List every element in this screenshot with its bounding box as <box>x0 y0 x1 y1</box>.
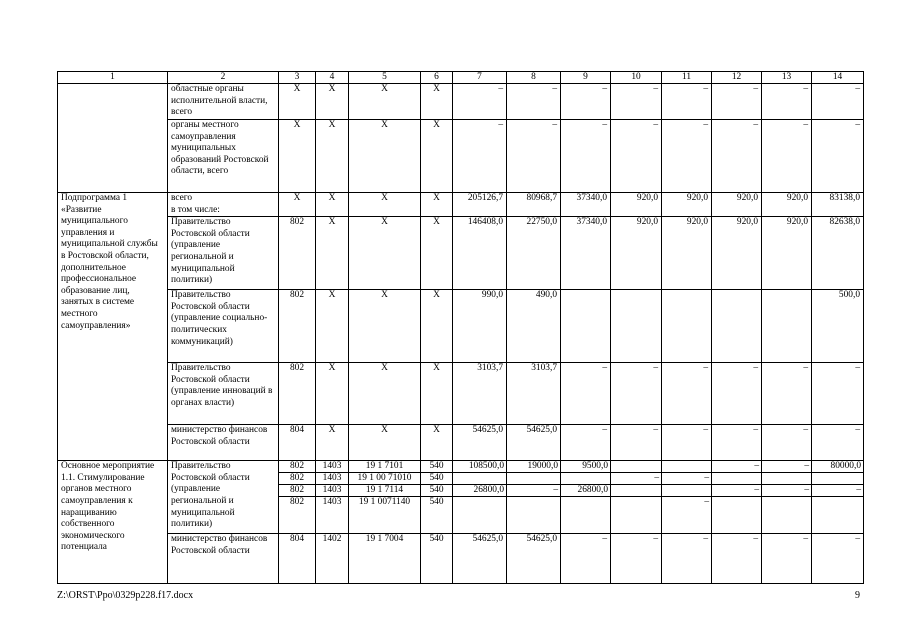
sub-line <box>349 473 420 485</box>
sub-line-value: 1403 <box>316 485 348 497</box>
sub-line-table <box>712 461 761 508</box>
sub-line <box>316 473 348 485</box>
multi-value-cell <box>762 461 812 534</box>
value-cell: – <box>611 534 662 584</box>
value-cell: 19 1 7004 <box>349 534 421 584</box>
sub-line <box>611 461 661 473</box>
sub-line-value: 802 <box>279 485 315 497</box>
sub-line-table <box>507 461 560 508</box>
row-label-cell: министерство финансов Ростовской области <box>168 534 279 584</box>
sub-line <box>712 497 761 509</box>
value-cell <box>762 290 812 363</box>
sub-line-value: 9500,0 <box>561 461 610 473</box>
sub-line-value <box>762 473 811 485</box>
value-cell: – <box>662 120 712 193</box>
value-cell: 802 <box>279 290 316 363</box>
value-cell: – <box>812 425 864 461</box>
sub-line-value <box>762 497 811 509</box>
sub-line <box>712 473 761 485</box>
value-cell: 920,0 <box>762 193 812 217</box>
header-cell: 13 <box>762 72 812 84</box>
value-cell: 54625,0 <box>453 425 507 461</box>
value-cell: 1402 <box>316 534 349 584</box>
value-cell: – <box>812 120 864 193</box>
sub-line-value <box>712 497 761 509</box>
value-cell: Х <box>316 120 349 193</box>
value-cell: – <box>507 84 561 120</box>
header-cell: 3 <box>279 72 316 84</box>
value-cell: Х <box>316 217 349 290</box>
row-label: органы местного самоуправления муниципальных образований Ростовской области, всего <box>171 120 269 177</box>
value-cell <box>662 290 712 363</box>
sub-line-table <box>561 461 610 508</box>
sub-line-value: – <box>662 473 711 485</box>
sub-line <box>762 461 811 473</box>
sub-line <box>662 485 711 497</box>
sub-line <box>316 497 348 509</box>
value-cell: – <box>762 534 812 584</box>
sub-line-value: – <box>712 485 761 497</box>
value-cell: Х <box>279 193 316 217</box>
table-row <box>58 217 864 290</box>
value-cell: – <box>561 363 611 425</box>
value-cell: Х <box>349 217 421 290</box>
table-row <box>58 120 864 193</box>
value-cell: 920,0 <box>662 193 712 217</box>
multi-value-cell <box>316 461 349 534</box>
value-cell: – <box>662 425 712 461</box>
sub-line-table <box>279 461 315 508</box>
value-cell: – <box>712 425 762 461</box>
value-cell: – <box>762 120 812 193</box>
value-cell: 3103,7 <box>453 363 507 425</box>
value-cell: – <box>662 534 712 584</box>
row-label-cell <box>168 217 279 290</box>
value-cell: 54625,0 <box>507 425 561 461</box>
sub-line <box>421 473 452 485</box>
value-cell: – <box>611 363 662 425</box>
sub-line-value: 108500,0 <box>453 461 506 473</box>
header-cell: 10 <box>611 72 662 84</box>
sub-line <box>561 461 610 473</box>
row-label-cell <box>168 290 279 363</box>
value-cell: Х <box>316 84 349 120</box>
value-cell: 802 <box>279 217 316 290</box>
value-cell: – <box>611 120 662 193</box>
sub-line <box>279 485 315 497</box>
sub-line <box>812 473 863 485</box>
value-cell: – <box>662 363 712 425</box>
sub-line-value: 19 1 00 71010 <box>349 473 420 485</box>
value-cell: – <box>712 120 762 193</box>
value-cell: 37340,0 <box>561 217 611 290</box>
value-cell: 80968,7 <box>507 193 561 217</box>
value-cell: 802 <box>279 363 316 425</box>
header-row <box>58 72 864 84</box>
value-cell: Х <box>349 193 421 217</box>
sub-line <box>421 485 452 497</box>
sub-line <box>507 473 560 485</box>
sub-line <box>561 485 610 497</box>
value-cell: 146408,0 <box>453 217 507 290</box>
row-label-note: в том числе: <box>171 204 220 215</box>
value-cell: 804 <box>279 425 316 461</box>
value-cell: – <box>662 84 712 120</box>
sub-line-value <box>662 485 711 497</box>
sub-line-value: 19 1 0071140 <box>358 497 411 508</box>
multi-value-cell <box>812 461 864 534</box>
value-cell: 54625,0 <box>507 534 561 584</box>
value-cell: 920,0 <box>712 193 762 217</box>
header-cell: 11 <box>662 72 712 84</box>
row-label-cell <box>168 120 279 193</box>
sub-line-value <box>453 497 506 509</box>
sub-line <box>421 497 452 509</box>
sub-line-value: 802 <box>289 497 305 508</box>
multi-value-cell <box>712 461 762 534</box>
sub-line <box>812 485 863 497</box>
table-row <box>58 290 864 363</box>
sub-line-value <box>611 485 661 497</box>
value-cell: 500,0 <box>812 290 864 363</box>
value-cell: 920,0 <box>611 217 662 290</box>
sub-line-table <box>453 461 506 508</box>
sub-line <box>611 485 661 497</box>
sub-line <box>349 497 420 509</box>
value-cell: 22750,0 <box>507 217 561 290</box>
multi-value-cell <box>421 461 453 534</box>
row-label: Правительство Ростовской области (управление региональной и муниципальной политики) <box>171 217 250 286</box>
sub-line-value <box>611 461 661 473</box>
sub-line-value: – <box>611 473 661 485</box>
value-cell: Х <box>316 193 349 217</box>
sub-line <box>421 461 452 473</box>
value-cell: 920,0 <box>662 217 712 290</box>
value-cell: 83138,0 <box>812 193 864 217</box>
sub-line-value <box>453 473 506 485</box>
multi-value-cell <box>507 461 561 534</box>
value-cell: Х <box>421 84 453 120</box>
multi-value-cell <box>279 461 316 534</box>
value-cell: – <box>561 84 611 120</box>
value-cell: – <box>762 425 812 461</box>
sub-line <box>561 497 610 509</box>
value-cell: 920,0 <box>712 217 762 290</box>
value-cell: Х <box>349 84 421 120</box>
sub-line <box>611 497 661 509</box>
value-cell: Х <box>349 120 421 193</box>
value-cell: – <box>453 120 507 193</box>
sub-line <box>561 473 610 485</box>
sub-line <box>316 485 348 497</box>
header-cell: 9 <box>561 72 611 84</box>
header-cell: 4 <box>316 72 349 84</box>
table-row <box>58 84 864 120</box>
sub-line <box>812 461 863 473</box>
value-cell: – <box>507 120 561 193</box>
value-cell: Х <box>349 290 421 363</box>
value-cell: Х <box>349 425 421 461</box>
header-cell: 1 <box>58 72 168 84</box>
footer-page-number: 9 <box>855 590 860 601</box>
value-cell <box>561 290 611 363</box>
value-cell: 804 <box>279 534 316 584</box>
value-cell: Х <box>421 425 453 461</box>
value-cell: 920,0 <box>762 217 812 290</box>
empty-program-cell <box>58 84 168 193</box>
row-label: Правительство Ростовской области (управление инноваций в органах власти) <box>171 363 273 408</box>
multi-value-cell <box>662 461 712 534</box>
sub-line-table <box>349 461 420 508</box>
sub-line <box>349 461 420 473</box>
sub-line <box>762 497 811 509</box>
table-row <box>58 425 864 461</box>
sub-line-value <box>507 497 560 509</box>
sub-line-value <box>507 473 560 485</box>
value-cell: 990,0 <box>453 290 507 363</box>
sub-line <box>712 485 761 497</box>
header-cell: 8 <box>507 72 561 84</box>
sub-line-value: 1403 <box>316 473 348 485</box>
sub-line-table <box>421 461 452 508</box>
sub-line <box>507 497 560 509</box>
value-cell: 82638,0 <box>812 217 864 290</box>
budget-table <box>57 71 864 584</box>
value-cell: Х <box>421 363 453 425</box>
multi-value-cell <box>453 461 507 534</box>
value-cell: – <box>611 425 662 461</box>
sub-line-value: – <box>704 497 709 508</box>
value-cell: – <box>812 84 864 120</box>
value-cell: Х <box>316 363 349 425</box>
value-cell: 54625,0 <box>453 534 507 584</box>
value-cell: 37340,0 <box>561 193 611 217</box>
sub-line-value: 19 1 7114 <box>349 485 420 497</box>
sub-line <box>712 461 761 473</box>
value-cell: Х <box>316 425 349 461</box>
value-cell: Х <box>279 120 316 193</box>
sub-line-value: – <box>762 485 811 497</box>
sub-line <box>611 473 661 485</box>
multi-value-cell <box>611 461 662 534</box>
sub-line <box>812 497 863 509</box>
row-label-cell <box>168 84 279 120</box>
sub-line-value: – <box>507 485 560 497</box>
value-cell: 3103,7 <box>507 363 561 425</box>
value-cell: 490,0 <box>507 290 561 363</box>
header-cell: 14 <box>812 72 864 84</box>
sub-line-value: 80000,0 <box>812 461 863 473</box>
row-label: всего <box>171 193 193 203</box>
sub-line <box>507 485 560 497</box>
multi-value-cell <box>349 461 421 534</box>
value-cell: Х <box>421 120 453 193</box>
sub-line-value: 540 <box>421 461 452 473</box>
sub-line-value: – <box>812 485 863 497</box>
subprogram-title-cell: Подпрограмма 1 «Развитие муниципального управления и муниципальной службы в Ростовской области, дополнительное профессиональное образование лиц, занятых в системе местного самоуправления» <box>58 193 168 461</box>
sub-line-value <box>812 497 863 509</box>
value-cell: Х <box>421 217 453 290</box>
value-cell: Х <box>279 84 316 120</box>
sub-line-value <box>662 461 711 473</box>
sub-line <box>762 485 811 497</box>
table-row <box>58 461 864 534</box>
multi-value-cell <box>561 461 611 534</box>
sub-line <box>349 485 420 497</box>
sub-line-value: 802 <box>279 461 315 473</box>
sub-line <box>279 461 315 473</box>
value-cell: 540 <box>421 534 453 584</box>
value-cell: – <box>611 84 662 120</box>
row-label: областные органы исполнительной власти, всего <box>171 84 268 118</box>
sub-line-value: 1403 <box>316 461 348 473</box>
value-cell: Х <box>316 290 349 363</box>
value-cell: Х <box>421 290 453 363</box>
value-cell: – <box>712 363 762 425</box>
sub-line <box>316 461 348 473</box>
sub-line <box>279 497 315 509</box>
value-cell: – <box>561 120 611 193</box>
sub-line-value <box>611 497 661 509</box>
value-cell: – <box>762 84 812 120</box>
footer-file-path: Z:\ORST\Ppo\0329p228.f17.docx <box>57 590 194 601</box>
value-cell: – <box>453 84 507 120</box>
value-cell: – <box>561 534 611 584</box>
value-cell: Х <box>349 363 421 425</box>
sub-line <box>453 473 506 485</box>
sub-line-table <box>762 461 811 508</box>
sub-line <box>662 473 711 485</box>
sub-line-value <box>561 497 610 509</box>
value-cell: 920,0 <box>611 193 662 217</box>
row-label-cell <box>168 425 279 461</box>
table-row <box>58 534 864 584</box>
row-label-cell <box>168 193 279 217</box>
table-row <box>58 363 864 425</box>
sub-line-value: 19 1 7101 <box>349 461 420 473</box>
header-cell: 12 <box>712 72 762 84</box>
value-cell: – <box>712 534 762 584</box>
value-cell: – <box>812 534 864 584</box>
sub-line <box>662 497 711 509</box>
value-cell: – <box>712 84 762 120</box>
sub-line-value: 26800,0 <box>561 485 610 497</box>
header-cell: 2 <box>168 72 279 84</box>
value-cell: 205126,7 <box>453 193 507 217</box>
sub-line <box>453 497 506 509</box>
sub-line-table <box>662 461 711 508</box>
sub-line-value: 540 <box>429 497 444 508</box>
value-cell: – <box>812 363 864 425</box>
sub-line <box>453 485 506 497</box>
row-label: министерство финансов Ростовской области <box>171 425 268 447</box>
row-label: Правительство Ростовской области (управление социально-политических коммуникаций) <box>171 290 268 347</box>
header-cell: 5 <box>349 72 421 84</box>
sub-line-value: 1403 <box>322 497 342 508</box>
sub-line-value: 540 <box>421 473 452 485</box>
sub-line-value <box>561 473 610 485</box>
sub-line-table <box>316 461 348 508</box>
sub-line-value: 26800,0 <box>453 485 506 497</box>
row-label-cell: Правительство Ростовской области (управление региональной и муниципальной политики) <box>168 461 279 534</box>
sub-line-table <box>611 461 661 508</box>
value-cell <box>712 290 762 363</box>
value-cell: Х <box>421 193 453 217</box>
sub-line-value: 19000,0 <box>507 461 560 473</box>
sub-line <box>762 473 811 485</box>
sub-line <box>662 461 711 473</box>
sub-line-value: – <box>712 461 761 473</box>
sub-line <box>279 473 315 485</box>
sub-line-value <box>712 473 761 485</box>
value-cell: – <box>561 425 611 461</box>
table-row <box>58 193 864 217</box>
measure-title-cell: Основное мероприятие 1.1. Стимулирование органов местного самоуправления к наращиванию собственного экономического потенциала <box>58 461 168 584</box>
sub-line <box>453 461 506 473</box>
header-cell: 6 <box>421 72 453 84</box>
sub-line <box>507 461 560 473</box>
value-cell: – <box>762 363 812 425</box>
sub-line-value <box>812 473 863 485</box>
row-label-cell <box>168 363 279 425</box>
value-cell <box>611 290 662 363</box>
sub-line-value: 540 <box>421 485 452 497</box>
sub-line-value: 802 <box>279 473 315 485</box>
sub-line-value: – <box>762 461 811 473</box>
sub-line-table <box>812 461 863 508</box>
header-cell: 7 <box>453 72 507 84</box>
